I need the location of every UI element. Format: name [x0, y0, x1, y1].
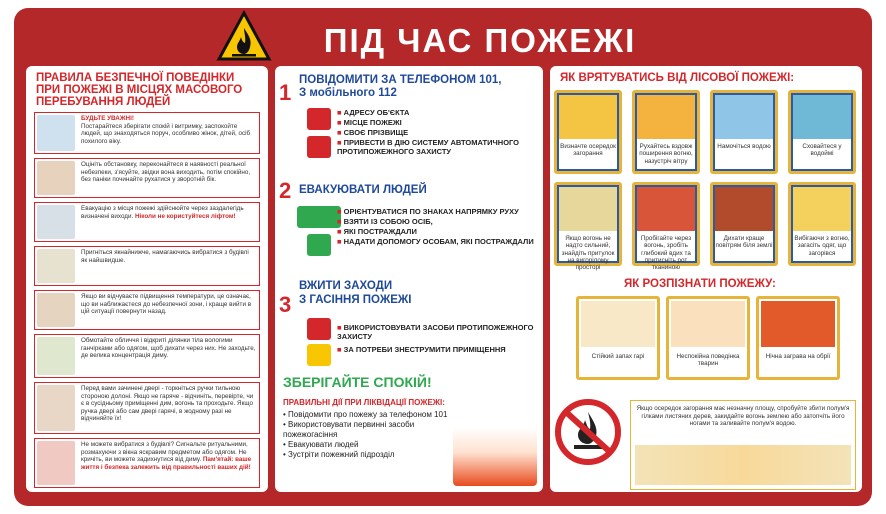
face-cover-illustration	[37, 337, 75, 375]
list-item	[34, 202, 260, 242]
row-text: Не можете вибратися з будівлі? Сигнальте ритуальними, розмахуючи з вікна яскравим предметом або одягом. Не кричіть, ви можете задихнутися від диму.	[81, 441, 248, 464]
phone-icon	[307, 108, 331, 130]
fire-fighting-box	[630, 400, 856, 490]
firefighters-illustration	[453, 402, 537, 486]
forest-card: Визначте осередок загорання	[554, 90, 622, 174]
right-panel	[550, 66, 862, 492]
step-number-2: 2	[279, 178, 292, 203]
rule-item: • Використовувати первинні засоби пожежогасіння	[283, 420, 415, 439]
forest-card: Пробігайте через вогонь, зробіть глибокий вдих та притисніть рот тканиною	[632, 182, 700, 266]
row-text: Оцініть обстановку, переконайтеся в наявності реальної небезпеки, з'ясуйте, звідки вона виходить, потім спокійно, без паніки починайте рухатися у зворотній бік.	[81, 161, 251, 184]
exit-illustration	[37, 205, 75, 239]
high-voltage-icon	[307, 344, 331, 366]
forest-heading: ЯК ВРЯТУВАТИСЬ ВІД ЛІСОВОЇ ПОЖЕЖІ:	[560, 72, 795, 84]
forest-card: Сховайтеся у водоймі	[788, 90, 856, 174]
list-item	[34, 246, 260, 286]
left-heading-2: ПРИ ПОЖЕЖІ В МІСЦЯХ МАСОВОГО	[36, 84, 243, 96]
recognize-heading: ЯК РОЗПІЗНАТИ ПОЖЕЖУ:	[624, 278, 776, 290]
step-3-item: ■ ЗА ПОТРЕБИ ЗНЕСТРУМИТИ ПРИМІЩЕННЯ	[337, 346, 537, 355]
rules-heading: ПРАВИЛЬНІ ДІЇ ПРИ ЛІКВІДАЦІЇ ПОЖЕЖІ:	[283, 398, 445, 407]
heat-illustration	[37, 293, 75, 327]
row-warning: Ніколи не користуйтеся ліфтом!	[135, 212, 236, 220]
step-3-title: ВЖИТИ ЗАХОДИ	[299, 280, 393, 292]
row-text: Якщо ви відчуваєте підвищення температури, це означає, що ви наближаєтеся до небезпечної зони, і краще вийти в цій ситуації повернути назад.	[81, 293, 252, 316]
bottom-text: Якщо осередок загорання має незначну площу, спробуйте збити полум'я гілками листяних дерев, закидайте вогонь землею або затопчіть його ногами та заливайте полум'я водою.	[636, 405, 850, 428]
step-2-item: ■ ВЗЯТИ ІЗ СОБОЮ ОСІБ,	[337, 218, 537, 227]
list-item	[34, 334, 260, 378]
beating-flames-illustration	[635, 445, 851, 485]
recognize-card: Стійкий запах гарі	[576, 296, 660, 380]
left-heading-3: ПЕРЕБУВАННЯ ЛЮДЕЙ	[36, 96, 171, 108]
exit-sign-icon	[297, 206, 341, 228]
row-warning: Пам'ятай: ваше життя і безпека залежить від правильності ваших дій!	[81, 456, 252, 471]
step-number-3: 3	[279, 292, 292, 317]
step-1-title: ПОВІДОМИТИ ЗА ТЕЛЕФОНОМ 101,	[299, 74, 502, 86]
window-signal-illustration	[37, 441, 75, 485]
rule-item: • Зустріти пожежний підрозділ	[283, 450, 395, 459]
list-item	[34, 290, 260, 330]
row-text: Постарайтеся зберігати спокій і витримку, заспокойте людей, що знаходяться поруч, особливо жінок, дітей, осіб похилого віку.	[81, 122, 251, 145]
crawling-person-illustration	[37, 249, 75, 283]
step-1-item: ■ АДРЕСУ ОБ'ЄКТА	[337, 109, 537, 118]
forest-card: Рухайтесь вздовж поширення вогню, назустріч вітру	[632, 90, 700, 174]
step-1-item: ■ МІСЦЕ ПОЖЕЖІ	[337, 119, 537, 128]
step-3-item: ■ ВИКОРИСТОВУВАТИ ЗАСОБИ ПРОТИПОЖЕЖНОГО ЗАХИСТУ	[337, 324, 537, 341]
row-lead: БУДЬТЕ УВАЖНІ!	[81, 115, 134, 122]
no-campfire-icon	[554, 398, 622, 466]
forest-card: Дихати краще повітрям біля землі	[710, 182, 778, 266]
list-item	[34, 158, 260, 198]
door-illustration	[37, 385, 75, 431]
recognize-card: Нічна заграва на обрії	[756, 296, 840, 380]
left-heading-1: ПРАВИЛА БЕЗПЕЧНОЇ ПОВЕДІНКИ	[36, 72, 235, 84]
row-text: Пригніться якнайнижче, намагаючись вибратися з будівлі як найшвидше.	[81, 249, 249, 264]
list-item	[34, 438, 260, 488]
forest-card: Вибігаючи з вогню, загасіть одяг, що загорівся	[788, 182, 856, 266]
fire-warning-icon	[216, 10, 272, 62]
step-2-item: ■ ЯКІ ПОСТРАЖДАЛИ	[337, 228, 537, 237]
row-text: Евакуацію з місця пожежі здійснюйте через заздалегідь визначені виходи.	[81, 205, 244, 220]
row-text: Обмотайте обличчя і відкриті ділянки тіла вологими ганчірками або одягом, щоб дихати через них. Не заходьте, де велика концентрація диму.	[81, 337, 256, 360]
rule-item: • Повідомити про пожежу за телефоном 101	[283, 410, 448, 419]
step-2-item: ■ ОРІЄНТУВАТИСЯ ПО ЗНАКАХ НАПРЯМКУ РУХУ	[337, 208, 537, 217]
rule-item: • Евакуювати людей	[283, 440, 359, 449]
step-2-title: ЕВАКУЮВАТИ ЛЮДЕЙ	[299, 184, 427, 196]
rules-list	[283, 410, 453, 460]
page-title: ПІД ЧАС ПОЖЕЖІ	[323, 22, 637, 59]
step-2-item: ■ НАДАТИ ДОПОМОГУ ОСОБАМ, ЯКІ ПОСТРАЖДАЛИ	[337, 238, 537, 247]
forest-card: Намочіться водою	[710, 90, 778, 174]
recognize-card: Неспокійна поведінка тварин	[666, 296, 750, 380]
step-1-item: ■ ПРИВЕСТИ В ДІЮ СИСТЕМУ АВТОМАТИЧНОГО ПРОТИПОЖЕЖНОГО ЗАХИСТУ	[337, 139, 537, 156]
person-illustration	[37, 161, 75, 195]
step-number-1: 1	[279, 80, 292, 105]
list-item	[34, 382, 260, 434]
forest-card: Якщо вогонь не надто сильний, знайдіть притулок на вигорілому просторі	[554, 182, 622, 266]
step-1-item: ■ СВОЄ ПРІЗВИЩЕ	[337, 129, 537, 138]
keep-calm-banner: ЗБЕРІГАЙТЕ СПОКІЙ!	[283, 374, 432, 390]
step-1-subtitle: З мобільного 112	[299, 87, 397, 99]
middle-panel	[275, 66, 543, 492]
left-panel	[26, 66, 268, 492]
list-item	[34, 112, 260, 154]
people-illustration	[37, 115, 75, 151]
extinguisher-icon	[307, 318, 331, 340]
row-text: Перед вами зачинені двері - торкніться ручки тильною стороною долоні. Якщо не гаряче - відчиніть, перевірте, чи є в сусідньому приміщенні дим, вогонь та проходьте. Якщо ручка двері або сам двері гарячі, в жодному разі не відчиняйте їх!	[81, 385, 254, 423]
step-3-subtitle: З ГАСІННЯ ПОЖЕЖІ	[299, 294, 412, 306]
fire-alarm-icon	[307, 136, 331, 158]
first-aid-icon	[307, 234, 331, 256]
